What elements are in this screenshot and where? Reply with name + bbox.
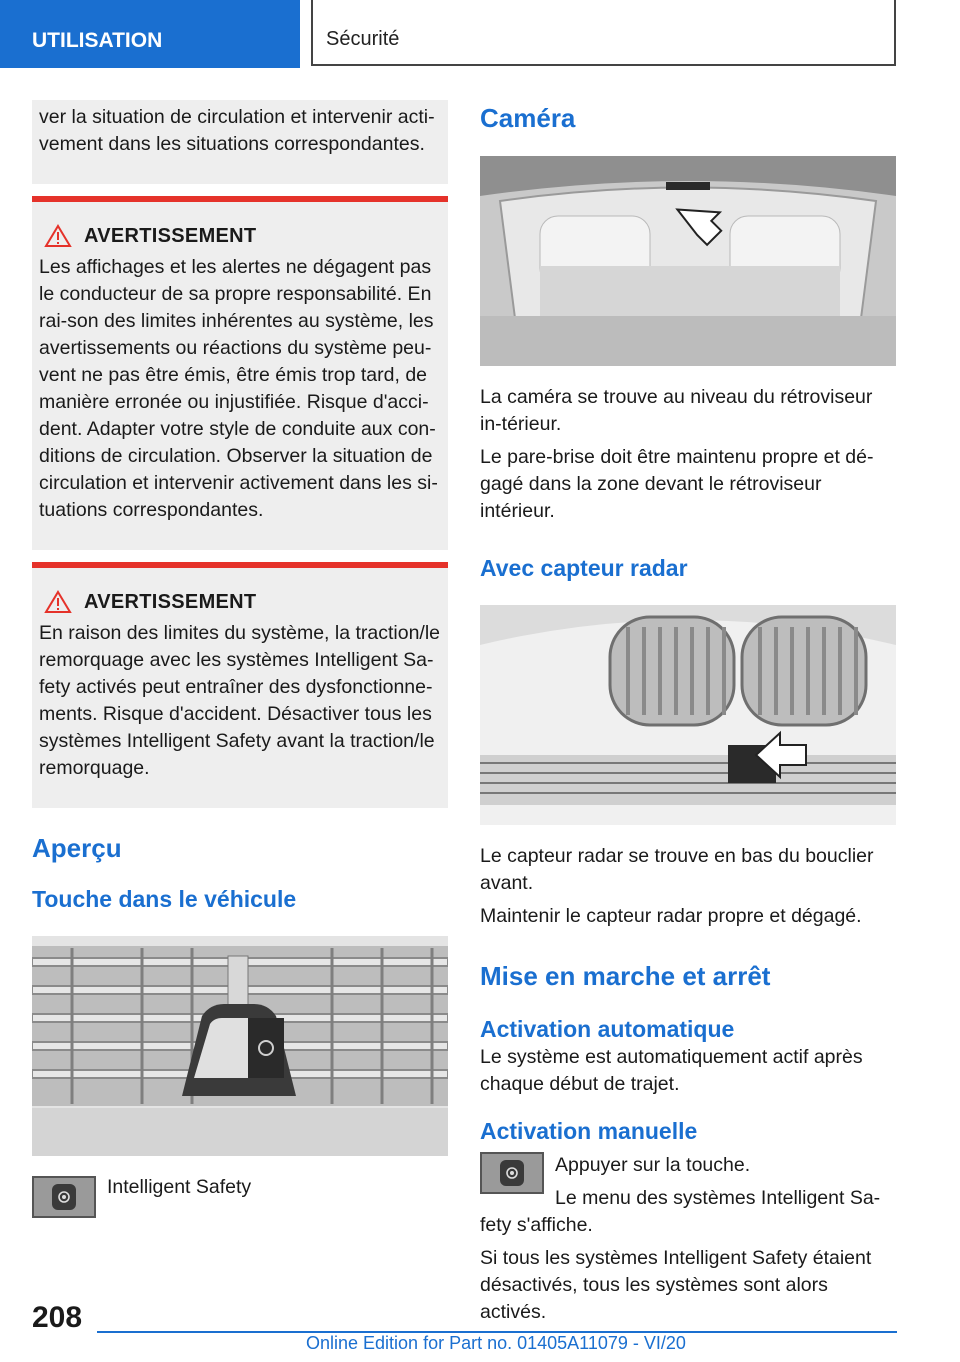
radar-text-1: Le capteur radar se trouve en bas du bouclier avant. — [480, 845, 874, 894]
manual-activation-block — [480, 1152, 896, 1212]
radar-image — [480, 605, 896, 825]
intelligent-safety-button-icon — [480, 1152, 544, 1194]
manual-text-2b: fety s'affiche. — [480, 1214, 593, 1236]
section-title: UTILISATION — [32, 29, 163, 52]
warning-text: En raison des limites du système, la traction/le remorquage avec les systèmes Intelligent Sa-fety activés peut entraîner des dysfonctionne-ments. Risque d'accident. Désactiver tous les systèmes Intelligent Safety avant la traction/le remorquage. — [39, 622, 441, 779]
button-legend-label: Intelligent Safety — [107, 1176, 252, 1198]
warning-title: AVERTISSEMENT — [84, 590, 257, 613]
camera-image — [480, 156, 896, 366]
heading-apercu: Aperçu — [32, 833, 122, 863]
section-tab — [0, 0, 300, 68]
heading-activation-auto: Activation automatique — [480, 1016, 735, 1042]
left-column — [32, 100, 448, 1218]
warning-text: Les affichages et les alertes ne dégagent pas le conducteur de sa propre responsabilité. En rai-son des limites inhérentes au système, les avertissements ou réactions du système peu-vent ne pas être émis, être émis trop tard, de manière erronée ou injustifiée. Risque d'acci-dent. Adapter votre style de conduite aux con-ditions de circulation. Observer la situation de circulation et intervenir activement dans les si-tuations correspondantes. — [39, 256, 438, 521]
footer-edition: Online Edition for Part no. 01405A11079 - VI/20 — [306, 1333, 686, 1353]
intelligent-safety-button-icon — [32, 1176, 96, 1218]
manual-text-3: Si tous les systèmes Intelligent Safety étaient désactivés, tous les systèmes sont alors activés. — [480, 1247, 872, 1323]
warning-box-1 — [32, 196, 448, 550]
camera-text-1: La caméra se trouve au niveau du rétroviseur in-térieur. — [480, 386, 873, 435]
chapter-title: Sécurité — [326, 28, 400, 50]
warning-title: AVERTISSEMENT — [84, 224, 257, 247]
heading-radar: Avec capteur radar — [480, 555, 688, 581]
button-legend — [32, 1176, 448, 1218]
chapter-tab — [311, 0, 896, 66]
continued-text: ver la situation de circulation et intervenir acti-vement dans les situations correspondantes. — [39, 106, 435, 155]
warning-header — [39, 224, 442, 248]
auto-text: Le système est automatiquement actif après chaque début de trajet. — [480, 1046, 863, 1095]
warning-box-2 — [32, 562, 448, 808]
continued-box — [32, 100, 448, 184]
manual-text-2a: Le menu des systèmes Intelligent Sa- — [555, 1187, 881, 1209]
radar-text-2: Maintenir le capteur radar propre et dégagé. — [480, 905, 862, 927]
heading-touche: Touche dans le véhicule — [32, 886, 297, 912]
warning-header — [39, 590, 442, 614]
grille-button-image — [32, 936, 448, 1156]
warning-triangle-icon — [44, 590, 72, 614]
warning-triangle-icon — [44, 224, 72, 248]
heading-activation-manuelle: Activation manuelle — [480, 1118, 698, 1144]
manual-text-1: Appuyer sur la touche. — [555, 1154, 751, 1176]
page-number: 208 — [32, 1301, 83, 1334]
heading-mise-en-marche: Mise en marche et arrêt — [480, 961, 771, 991]
camera-text-2: Le pare-brise doit être maintenu propre et dé-gagé dans la zone devant le rétroviseur intérieur. — [480, 446, 874, 522]
right-column — [480, 100, 896, 1332]
heading-camera: Caméra — [480, 103, 576, 133]
